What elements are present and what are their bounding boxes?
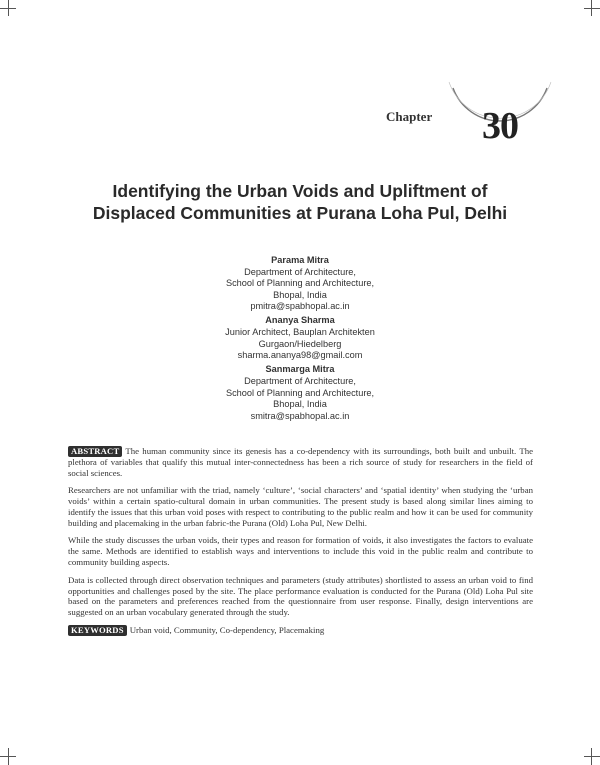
body-paragraph: Data is collected through direct observation techniques and parameters (study attributes) shortlisted to assess an urban void to find opportunities and challenges posed by the site. The place performance evaluation is conducted for the Purana (Old) Loha Pul site based on the parameters and preferences reached from the questionnaire from user response. Finally, design interventions are suggested on an urban vocabulary generated through the study. [68,574,533,618]
author-affiliation-line: Department of Architecture, [244,266,356,277]
author-affiliation-line: Junior Architect, Bauplan Architekten [225,327,375,338]
crop-mark-top-right-h [584,8,600,9]
author-name: Parama Mitra [271,255,329,265]
author-affiliation-line: Bhopal, India [273,399,327,410]
author-affiliation-line: School of Planning and Architecture, [225,387,375,398]
chapter-number: 30 [482,105,518,147]
keywords-paragraph [68,625,533,636]
crop-mark-bottom-left-h [0,756,16,757]
paper-title [60,180,540,224]
title-line-1: Identifying the Urban Voids and Upliftment of [112,181,488,201]
author-email: sharma.ananya98@gmail.com [237,350,363,361]
author-block [150,364,450,422]
author-name: Sanmarga Mitra [265,364,335,375]
author-affiliation-line: Department of Architecture, [244,375,356,386]
body-paragraph: Researchers are not unfamiliar with the triad, namely ‘culture’, ‘social characters’ and ‘spatial identity’ when studying the ‘urban voids’ within a certain spatio-cultural domain in urban communities. The present study is based along similar lines aiming to identify the issues that this urban void poses with respect to contributing to the public realm and how it can be used for community building and placemaking in the urban fabric-the Purana (Old) Loha Pul, New Delhi. [68,485,533,529]
chapter-label: Chapter [386,109,433,124]
crop-mark-top-left-h [0,8,16,9]
crop-mark-bottom-right-h [584,756,600,757]
abstract-paragraph [68,446,533,479]
author-block [150,255,450,313]
author-affiliation-line: Bhopal, India [273,289,327,300]
keywords-text: Urban void, Community, Co-dependency, Placemaking [129,624,325,635]
author-list [150,255,450,425]
author-affiliation-line: Gurgaon/Hiedelberg [258,338,342,349]
title-line-2: Displaced Communities at Purana Loha Pul, Delhi [92,203,508,223]
abstract-label: ABSTRACT [68,446,122,457]
keywords-label: KEYWORDS [68,625,127,636]
abstract-text: The human community since its genesis has a co-dependency with its surroundings, both built and unbuilt. The plethora of variables that qualify this mutual inter-connectedness has been a rich source of study for researchers in the field of social sciences. [68,446,533,478]
author-name: Ananya Sharma [265,315,335,326]
author-block [150,315,450,361]
abstract-section [68,446,533,642]
author-affiliation-line: School of Planning and Architecture, [225,278,375,289]
author-email: pmitra@spabhopal.ac.in [250,301,350,312]
author-email: smitra@spabhopal.ac.in [250,410,350,421]
body-paragraph: While the study discusses the urban voids, their types and reason for formation of voids, it also investigates the factors to evaluate the same. Methods are identified to establish ways and interventions to include this void in the public realm and contribute to community building aspects. [68,535,533,568]
